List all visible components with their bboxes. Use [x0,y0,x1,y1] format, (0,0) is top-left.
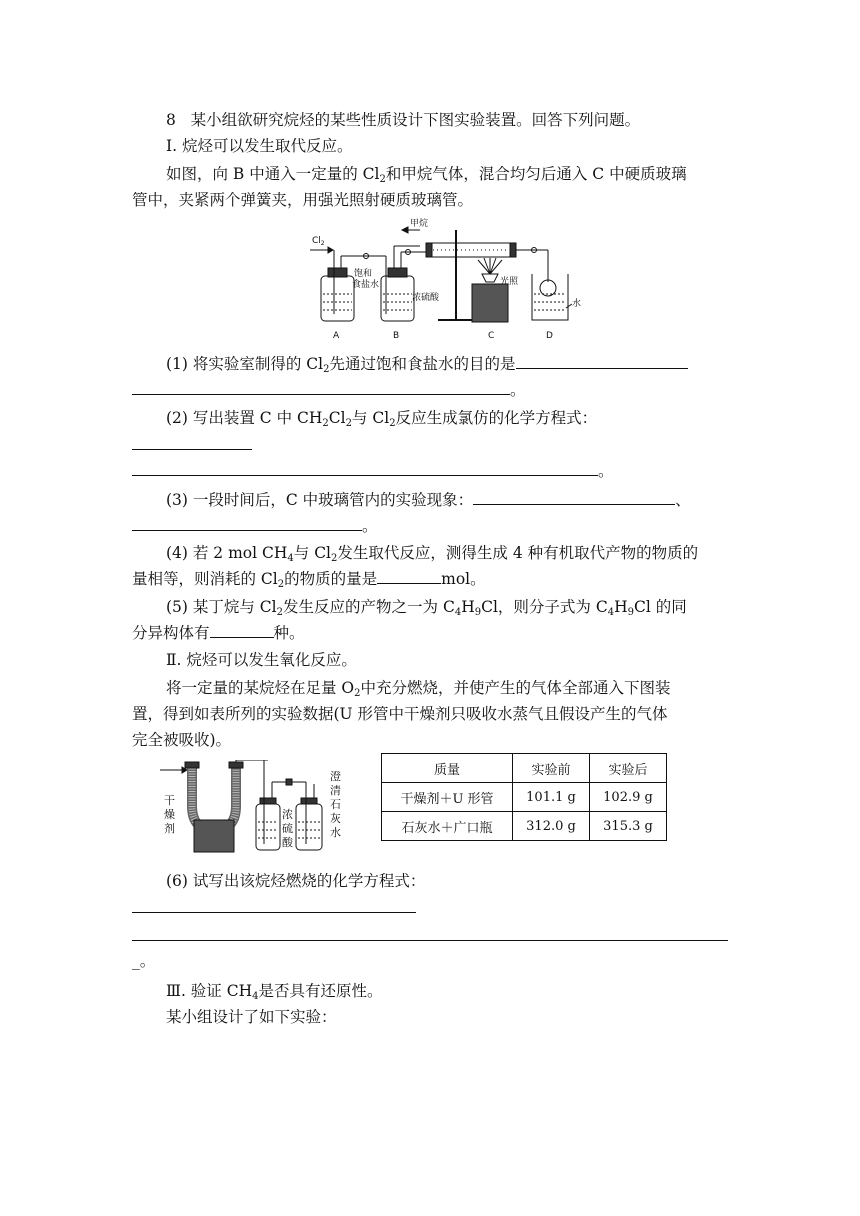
apparatus-figure-1 [308,216,582,344]
label-lime-3: 石 [330,798,341,811]
q1-line1: (1) 将实验室制得的 $Cl_2$先通过饱和食盐水的目的是 [166,353,688,375]
q1-answer-blank-1[interactable] [516,353,688,369]
label-cl2: $Cl_2$ [312,236,325,247]
label-b: B [393,331,400,341]
table-cell: 干燥剂＋U 形管 [382,783,513,812]
mass-data-table [381,753,667,841]
q6-line4: _。 [132,952,156,970]
table-cell: 315.3 g [590,812,667,841]
q4-answer-blank[interactable] [377,568,441,584]
label-acid-3: 酸 [282,836,293,849]
label-c: C [488,331,495,341]
q2-line2 [132,434,252,456]
q6-line2 [132,897,416,919]
table-cell: 101.1 g [513,783,590,812]
part2-title: Ⅱ. 烷烃可以发生氧化反应。 [166,651,357,669]
label-brine-2: 食盐水 [352,280,380,290]
table-row [382,812,667,841]
q1-line2: 。 [132,379,526,401]
q6-line1: (6) 试写出该烷烃燃烧的化学方程式： [166,872,426,890]
part3-desc: 某小组设计了如下实验： [166,1008,337,1026]
table-header-row [382,754,667,783]
q6-answer-blank-1[interactable] [132,897,416,913]
q4-line1: (4) 若 2 mol $CH_4$与 $Cl_2$发生取代反应，测得生成 4 种有机取代产物的物质的 [166,544,699,564]
q3-line2: 。 [132,515,378,537]
question-stem: 某小组欲研究烷烃的某些性质设计下图实验装置。回答下列问题。 [190,111,641,129]
beaker-d [532,274,568,320]
q1-answer-blank-2[interactable] [132,379,510,395]
block-support [194,820,234,852]
q6-line3 [132,925,728,947]
label-water: 水 [572,299,582,309]
table-cell: 102.9 g [590,783,667,812]
part3-title: Ⅲ. 验证 $CH_4$是否具有还原性。 [166,982,383,1002]
part2-desc-line1: 将一定量的某烷烃在足量 $O_2$中充分燃烧，并使产生的气体全部通入下图装 [166,679,671,699]
label-lime-1: 澄 [330,770,341,783]
label-desiccant-1: 干 [164,794,175,807]
part1-desc-line1: 如图，向 B 中通入一定量的 $Cl_2$和甲烷气体，混合均匀后通入 C 中硬质玻璃 [166,165,687,185]
bottle-conc-acid [256,804,280,850]
label-brine-1: 饱和 [354,269,373,279]
label-acid-2: 硫 [282,822,293,835]
label-acid-1: 浓 [282,808,293,821]
label-conc-acid: 浓硫酸 [412,293,440,303]
table-header-cell: 质量 [382,754,513,783]
label-d: D [546,331,553,341]
q5-line1: (5) 某丁烷与 $Cl_2$发生反应的产物之一为 $C_4H_9Cl$，则分子式为 $C_4H_9Cl$ 的同 [166,598,687,618]
question-intro [166,109,640,131]
table-cell: 312.0 g [513,812,590,841]
q5-answer-blank[interactable] [210,622,274,638]
q3-line1: (3) 一段时间后，C 中玻璃管内的实验现象： 、 [166,491,691,509]
label-light: 光照 [500,277,519,287]
q2-line1: (2) 写出装置 C 中 $CH_2Cl_2$与 $Cl_2$反应生成氯仿的化学方程式： [166,409,598,429]
q2-answer-blank-2[interactable] [132,460,598,476]
question-number: 8 [166,111,176,129]
part2-desc-line3: 完全被吸收)。 [132,731,232,749]
part1-title: Ⅰ. 烷烃可以发生取代反应。 [166,137,353,155]
q5-line2: 分异构体有 种。 [132,624,305,642]
label-methane: 甲烷 [410,219,429,229]
q2-answer-blank-1[interactable] [132,434,252,450]
part1-desc-line2: 管中，夹紧两个弹簧夹，用强光照射硬质玻璃管。 [132,191,474,209]
q4-line2: 量相等，则消耗的 $Cl_2$的物质的量是 mol。 [132,570,486,590]
label-lime-5: 水 [330,826,341,839]
label-lime-4: 灰 [330,812,341,825]
bottle-lime-water [296,804,322,850]
bottle-a [321,276,354,321]
apparatus-figure-2 [160,760,370,856]
table-cell: 石灰水＋广口瓶 [382,812,513,841]
table-header-cell: 实验前 [513,754,590,783]
q3-answer-blank-2[interactable] [132,515,362,531]
lamp-box-c [472,284,508,322]
table-header-cell: 实验后 [590,754,667,783]
label-a: A [333,331,340,341]
glass-tube-c [426,243,516,257]
label-lime-2: 清 [330,784,341,797]
q2-line3: 。 [132,460,614,482]
table-row [382,783,667,812]
q6-answer-blank-2[interactable] [132,925,728,941]
q3-answer-blank-1[interactable] [473,489,675,505]
part2-desc-line2: 置，得到如表所列的实验数据(U 形管中干燥剂只吸收水蒸气且假设产生的气体 [132,705,668,723]
label-desiccant-3: 剂 [164,822,175,835]
label-desiccant-2: 燥 [164,808,175,821]
